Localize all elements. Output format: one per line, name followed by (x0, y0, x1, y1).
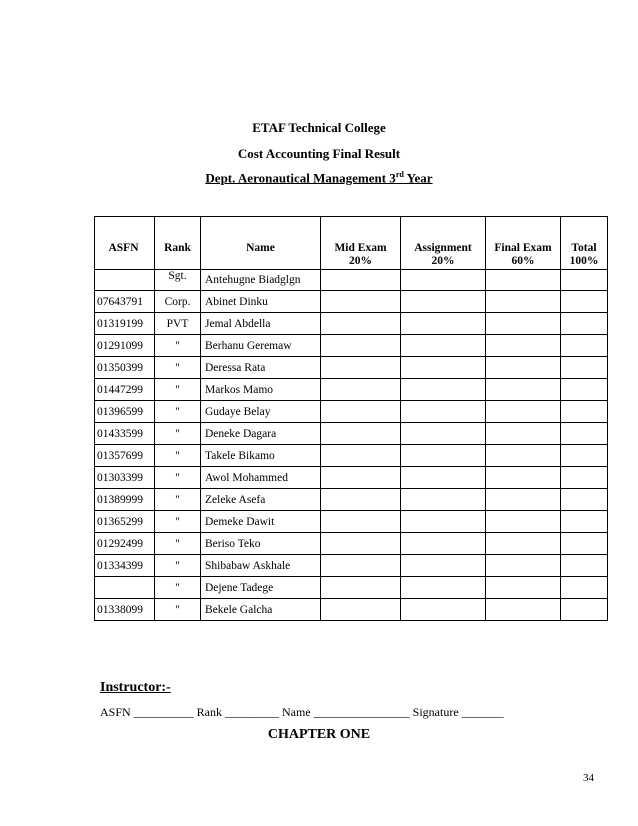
score-cell (401, 467, 486, 489)
name-cell: Berhanu Geremaw (201, 335, 321, 357)
score-cell (321, 533, 401, 555)
score-cell (321, 489, 401, 511)
asfn-cell: 01338099 (95, 599, 155, 621)
score-cell (486, 357, 561, 379)
score-cell (561, 533, 608, 555)
score-cell (561, 401, 608, 423)
score-cell (561, 445, 608, 467)
rank-cell: PVT (155, 313, 201, 335)
instructor-signature-line: ASFN __________ Rank _________ Name ________________ Signature _______ (100, 705, 504, 719)
score-cell (401, 401, 486, 423)
score-cell (401, 489, 486, 511)
asfn-cell: 01357699 (95, 445, 155, 467)
rank-cell: " (155, 577, 201, 599)
rank-cell: " (155, 335, 201, 357)
score-cell (401, 270, 486, 291)
table-row (95, 401, 608, 423)
score-cell (321, 467, 401, 489)
score-cell (561, 489, 608, 511)
table-row (95, 445, 608, 467)
score-cell (561, 379, 608, 401)
score-cell (561, 599, 608, 621)
rank-cell: Corp. (155, 291, 201, 313)
score-cell (561, 291, 608, 313)
rank-cell: " (155, 511, 201, 533)
score-cell (486, 555, 561, 577)
name-cell: Beriso Teko (201, 533, 321, 555)
table-row (95, 357, 608, 379)
score-cell (401, 335, 486, 357)
name-cell: Dejene Tadege (201, 577, 321, 599)
score-cell (321, 423, 401, 445)
name-cell: Jemal Abdella (201, 313, 321, 335)
weight-cell: 20% (321, 255, 401, 270)
score-cell (321, 270, 401, 291)
name-cell: Bekele Galcha (201, 599, 321, 621)
score-cell (486, 335, 561, 357)
name-cell: Markos Mamo (201, 379, 321, 401)
rank-cell: Sgt. (155, 270, 201, 291)
weights-row (95, 255, 608, 270)
name-cell: Shibabaw Askhale (201, 555, 321, 577)
score-cell (486, 445, 561, 467)
weight-cell: 20% (401, 255, 486, 270)
name-cell: Deneke Dagara (201, 423, 321, 445)
college-title: ETAF Technical College (252, 120, 386, 135)
table-row (95, 599, 608, 621)
name-cell: Abinet Dinku (201, 291, 321, 313)
table-row (95, 533, 608, 555)
table-body (95, 255, 608, 621)
course-title: Cost Accounting Final Result (237, 146, 401, 161)
weight-cell: 100% (561, 255, 608, 270)
score-cell (401, 379, 486, 401)
asfn-cell: 01396599 (95, 401, 155, 423)
score-cell (401, 599, 486, 621)
table-row (95, 577, 608, 599)
score-cell (321, 313, 401, 335)
score-cell (401, 313, 486, 335)
score-cell (561, 577, 608, 599)
score-cell (321, 599, 401, 621)
col-assignment: Assignment (401, 217, 486, 256)
asfn-cell: 01365299 (95, 511, 155, 533)
score-cell (321, 555, 401, 577)
empty-cell (155, 255, 201, 270)
rank-cell: " (155, 489, 201, 511)
rank-cell: " (155, 555, 201, 577)
asfn-cell: 01447299 (95, 379, 155, 401)
score-cell (401, 577, 486, 599)
score-cell (561, 335, 608, 357)
asfn-cell (95, 270, 155, 291)
asfn-cell: 01291099 (95, 335, 155, 357)
table-row (95, 489, 608, 511)
weight-cell: 60% (486, 255, 561, 270)
name-cell: Takele Bikamo (201, 445, 321, 467)
score-cell (321, 379, 401, 401)
score-cell (486, 401, 561, 423)
rank-cell: " (155, 357, 201, 379)
score-cell (401, 423, 486, 445)
score-cell (486, 599, 561, 621)
page-number: 34 (583, 772, 594, 784)
score-cell (486, 291, 561, 313)
name-cell: Zeleke Asefa (201, 489, 321, 511)
table-row (95, 555, 608, 577)
table-row (95, 313, 608, 335)
score-cell (486, 489, 561, 511)
col-asfn: ASFN (95, 217, 155, 256)
score-cell (321, 445, 401, 467)
score-cell (401, 555, 486, 577)
score-cell (486, 533, 561, 555)
col-rank: Rank (155, 217, 201, 256)
score-cell (486, 270, 561, 291)
col-total: Total (561, 217, 608, 256)
score-cell (321, 577, 401, 599)
table-row (95, 423, 608, 445)
chapter-heading: CHAPTER ONE (267, 727, 371, 742)
score-cell (321, 401, 401, 423)
score-cell (401, 511, 486, 533)
rank-cell: " (155, 599, 201, 621)
name-cell: Deressa Rata (201, 357, 321, 379)
asfn-cell: 07643791 (95, 291, 155, 313)
score-cell (561, 357, 608, 379)
score-cell (561, 467, 608, 489)
score-cell (486, 577, 561, 599)
rank-cell: " (155, 423, 201, 445)
asfn-cell: 01389999 (95, 489, 155, 511)
score-cell (401, 291, 486, 313)
table-row (95, 467, 608, 489)
score-cell (561, 511, 608, 533)
name-cell: Demeke Dawit (201, 511, 321, 533)
rank-cell: " (155, 401, 201, 423)
score-cell (486, 511, 561, 533)
asfn-cell: 01319199 (95, 313, 155, 335)
score-cell (486, 313, 561, 335)
table-row (95, 291, 608, 313)
table-row (95, 335, 608, 357)
empty-cell (201, 255, 321, 270)
score-cell (486, 423, 561, 445)
score-cell (486, 379, 561, 401)
col-mid-exam: Mid Exam (321, 217, 401, 256)
score-cell (401, 445, 486, 467)
table-row (95, 511, 608, 533)
table-row (95, 379, 608, 401)
empty-cell (95, 255, 155, 270)
col-final-exam: Final Exam (486, 217, 561, 256)
asfn-cell (95, 577, 155, 599)
rank-cell: " (155, 445, 201, 467)
department-title: Dept. Aeronautical Management 3rd Year (205, 170, 433, 186)
rank-cell: " (155, 467, 201, 489)
asfn-cell: 01334399 (95, 555, 155, 577)
score-cell (486, 467, 561, 489)
rank-cell: " (155, 533, 201, 555)
score-cell (561, 313, 608, 335)
name-cell: Awol Mohammed (201, 467, 321, 489)
instructor-heading: Instructor:- (100, 680, 171, 695)
asfn-cell: 01433599 (95, 423, 155, 445)
score-cell (561, 423, 608, 445)
score-cell (321, 511, 401, 533)
col-name: Name (201, 217, 321, 256)
score-cell (321, 357, 401, 379)
score-cell (561, 555, 608, 577)
table-row (95, 270, 608, 291)
score-cell (401, 357, 486, 379)
score-cell (321, 335, 401, 357)
rank-cell: " (155, 379, 201, 401)
name-cell: Antehugne Biadglgn (201, 270, 321, 291)
score-cell (321, 291, 401, 313)
name-cell: Gudaye Belay (201, 401, 321, 423)
asfn-cell: 01292499 (95, 533, 155, 555)
results-table (94, 216, 608, 621)
asfn-cell: 01303399 (95, 467, 155, 489)
score-cell (561, 270, 608, 291)
score-cell (401, 533, 486, 555)
asfn-cell: 01350399 (95, 357, 155, 379)
